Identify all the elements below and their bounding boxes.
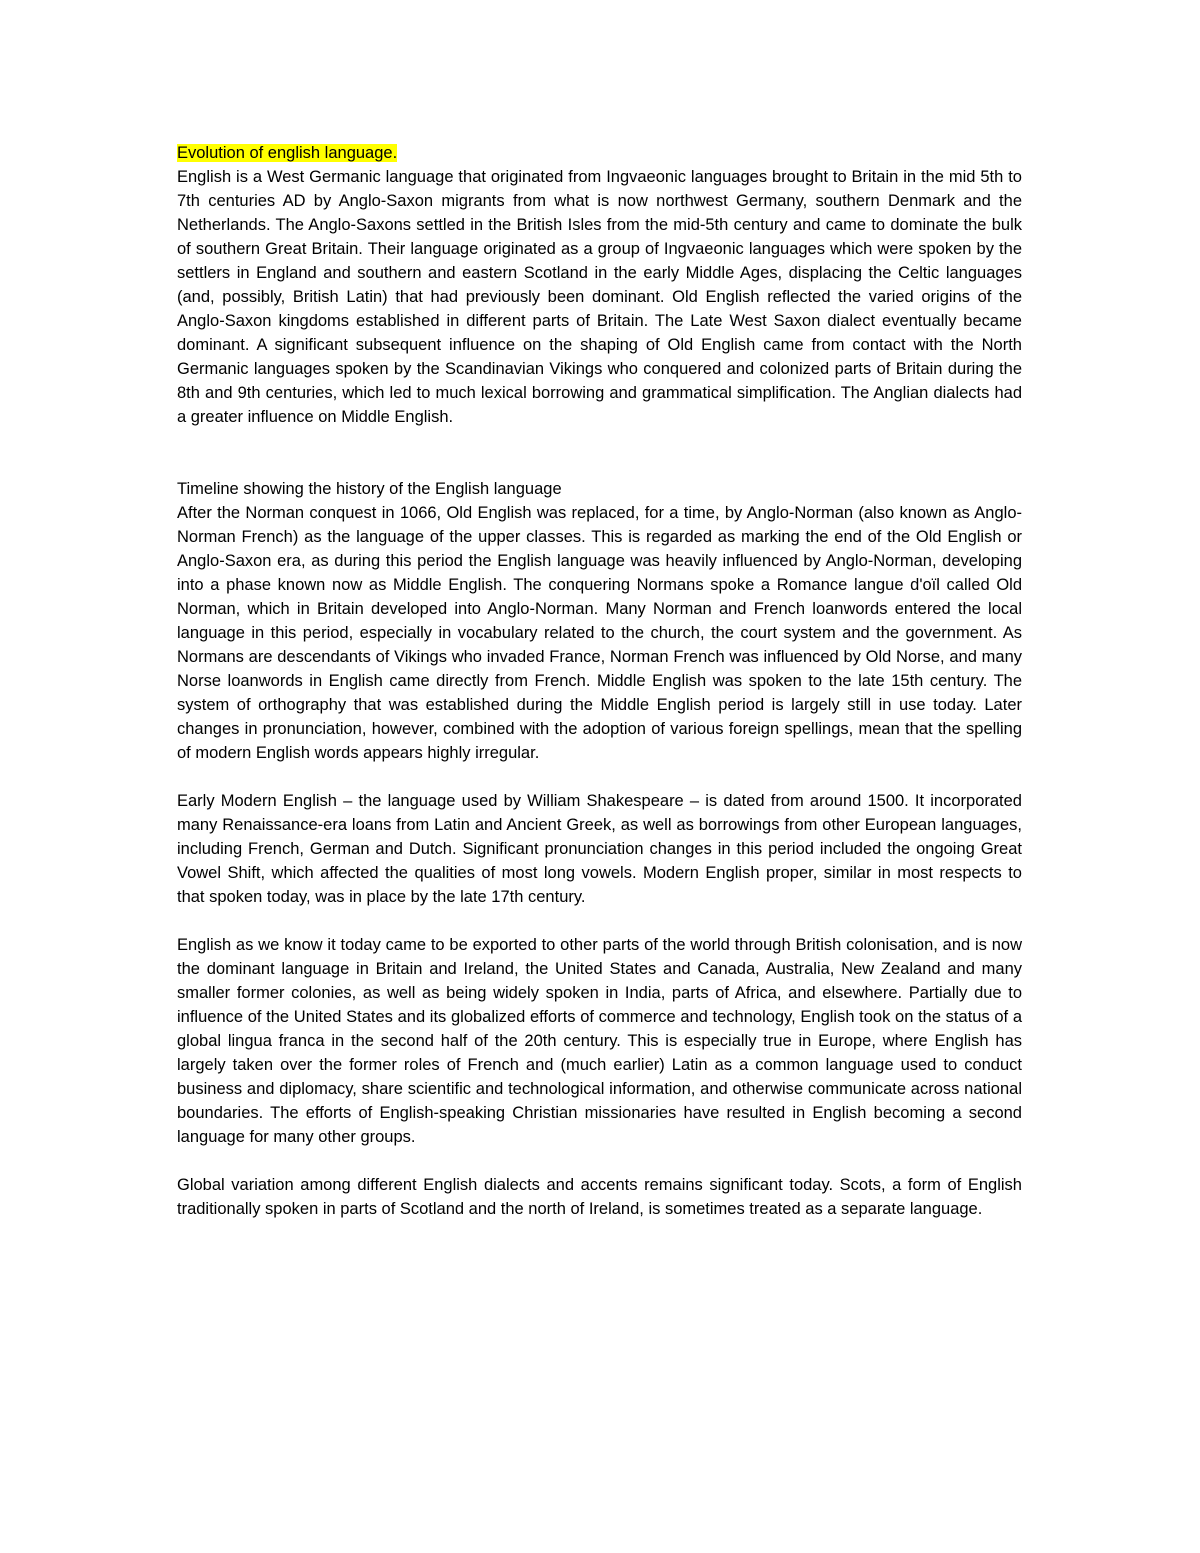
spacer bbox=[177, 429, 1022, 477]
document-title-line bbox=[177, 141, 1022, 165]
paragraph-origins: English is a West Germanic language that originated from Ingvaeonic languages brought to Britain in the mid 5th to 7th centuries AD by Anglo-Saxon migrants from what is now northwest Germany, southern Denmark and the Netherlands. The Anglo-Saxons settled in the British Isles from the mid-5th century and came to dominate the bulk of southern Great Britain. Their language originated as a group of Ingvaeonic languages which were spoken by the settlers in England and southern and eastern Scotland in the early Middle Ages, displacing the Celtic languages (and, possibly, British Latin) that had previously been dominant. Old English reflected the varied origins of the Anglo-Saxon kingdoms established in different parts of Britain. The Late West Saxon dialect eventually became dominant. A significant subsequent influence on the shaping of Old English came from contact with the North Germanic languages spoken by the Scandinavian Vikings who conquered and colonized parts of Britain during the 8th and 9th centuries, which led to much lexical borrowing and grammatical simplification. The Anglian dialects had a greater influence on Middle English. bbox=[177, 168, 1022, 426]
timeline-subheading: Timeline showing the history of the English language bbox=[177, 480, 562, 498]
spacer bbox=[177, 765, 1022, 789]
document-page bbox=[177, 141, 1022, 1221]
paragraph-early-modern-english: Early Modern English – the language used by William Shakespeare – is dated from around 1500. It incorporated many Renaissance-era loans from Latin and Ancient Greek, as well as borrowings from other European languages, including French, German and Dutch. Significant pronunciation changes in this period included the ongoing Great Vowel Shift, which affected the qualities of most long vowels. Modern English proper, similar in most respects to that spoken today, was in place by the late 17th century. bbox=[177, 792, 1022, 906]
spacer bbox=[177, 1149, 1022, 1173]
spacer bbox=[177, 909, 1022, 933]
document-title: Evolution of english language. bbox=[177, 144, 398, 162]
paragraph-global-spread: English as we know it today came to be exported to other parts of the world through British colonisation, and is now the dominant language in Britain and Ireland, the United States and Canada, Australia, New Zealand and many smaller former colonies, as well as being widely spoken in India, parts of Africa, and elsewhere. Partially due to influence of the United States and its globalized efforts of commerce and technology, English took on the status of a global lingua franca in the second half of the 20th century. This is especially true in Europe, where English has largely taken over the former roles of French and (much earlier) Latin as a common language used to conduct business and diplomacy, share scientific and technological information, and otherwise communicate across national boundaries. The efforts of English-speaking Christian missionaries have resulted in English becoming a second language for many other groups. bbox=[177, 936, 1022, 1146]
paragraph-global-variation: Global variation among different English dialects and accents remains significant today. Scots, a form of English traditionally spoken in parts of Scotland and the north of Ireland, is sometimes treated as a separate language. bbox=[177, 1176, 1022, 1218]
paragraph-norman-conquest: After the Norman conquest in 1066, Old English was replaced, for a time, by Anglo-Norman (also known as Anglo-Norman French) as the language of the upper classes. This is regarded as marking the end of the Old English or Anglo-Saxon era, as during this period the English language was heavily influenced by Anglo-Norman, developing into a phase known now as Middle English. The conquering Normans spoke a Romance langue d'oïl called Old Norman, which in Britain developed into Anglo-Norman. Many Norman and French loanwords entered the local language in this period, especially in vocabulary related to the church, the court system and the government. As Normans are descendants of Vikings who invaded France, Norman French was influenced by Old Norse, and many Norse loanwords in English came directly from French. Middle English was spoken to the late 15th century. The system of orthography that was established during the Middle English period is largely still in use today. Later changes in pronunciation, however, combined with the adoption of various foreign spellings, mean that the spelling of modern English words appears highly irregular. bbox=[177, 504, 1022, 762]
